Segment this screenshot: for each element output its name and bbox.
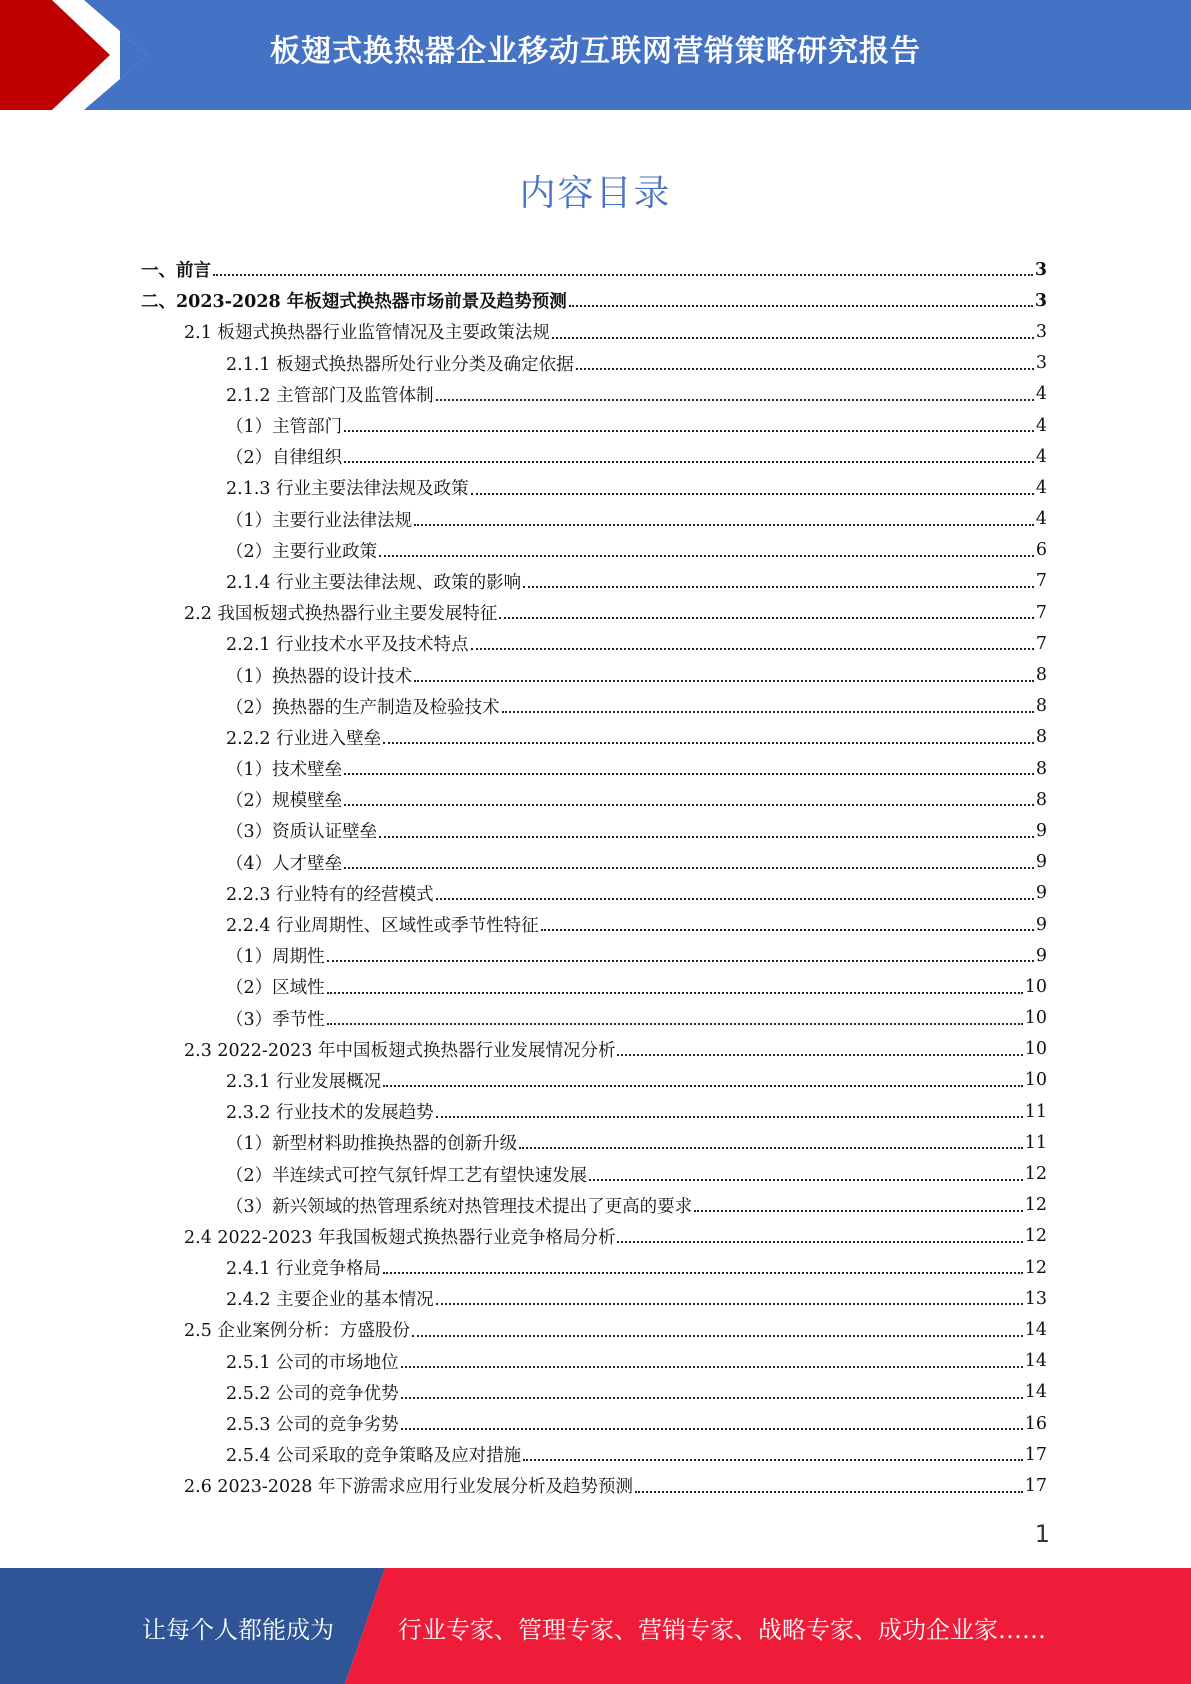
toc-entry-title: （2）区域性 xyxy=(226,978,325,999)
toc-entry-page: 12 xyxy=(1024,1226,1047,1247)
toc-entry-page: 10 xyxy=(1024,1039,1047,1060)
toc-entry-page: 8 xyxy=(1035,758,1047,779)
toc-entry[interactable] xyxy=(0,1346,1191,1377)
toc-entry-title: 2.3 2022-2023 年中国板翅式换热器行业发展情况分析 xyxy=(184,1040,616,1061)
toc-dot-leader xyxy=(412,1334,1023,1337)
toc-dot-leader xyxy=(436,897,1034,900)
toc-entry[interactable] xyxy=(0,1314,1191,1345)
toc-entry-page: 3 xyxy=(1034,290,1047,311)
toc-dot-leader xyxy=(502,710,1034,713)
toc-entry[interactable] xyxy=(0,254,1191,285)
report-footer xyxy=(0,1568,1191,1684)
toc-dot-leader xyxy=(499,616,1033,619)
toc-entry[interactable] xyxy=(0,1096,1191,1127)
toc-entry-title: （3）季节性 xyxy=(226,1009,325,1030)
toc-entry-page: 12 xyxy=(1024,1257,1047,1278)
toc-entry-title: 2.6 2023-2028 年下游需求应用行业发展分析及趋势预测 xyxy=(184,1477,633,1498)
toc-entry-title: （2）规模壁垒 xyxy=(226,791,343,812)
toc-dot-leader xyxy=(344,803,1034,806)
toc-entry[interactable] xyxy=(0,940,1191,971)
toc-entry[interactable] xyxy=(0,1190,1191,1221)
report-header xyxy=(0,0,1191,110)
toc-entry[interactable] xyxy=(0,285,1191,316)
toc-entry-title: 2.3.2 行业技术的发展趋势 xyxy=(226,1103,434,1124)
toc-entry-title: （2）换热器的生产制造及检验技术 xyxy=(226,697,500,718)
toc-entry[interactable] xyxy=(0,441,1191,472)
toc-entry[interactable] xyxy=(0,1034,1191,1065)
toc-dot-leader xyxy=(344,866,1034,869)
toc-entry-title: （3）新兴领域的热管理系统对热管理技术提出了更高的要求 xyxy=(226,1196,693,1217)
toc-entry-title: 2.1.1 板翅式换热器所处行业分类及确定依据 xyxy=(226,354,574,375)
toc-entry-page: 12 xyxy=(1024,1195,1047,1216)
toc-entry-page: 8 xyxy=(1035,727,1047,748)
toc-dot-leader xyxy=(471,492,1034,495)
toc-entry-title: 2.4 2022-2023 年我国板翅式换热器行业竞争格局分析 xyxy=(184,1227,616,1248)
toc-dot-leader xyxy=(635,1490,1023,1493)
toc-entry-title: （3）资质认证壁垒 xyxy=(226,822,378,843)
toc-dot-leader xyxy=(379,554,1034,557)
toc-entry-title: 二、2023-2028 年板翅式换热器市场前景及趋势预测 xyxy=(141,292,567,313)
page-number: 1 xyxy=(1034,1520,1050,1548)
toc-entry-title: 2.4.1 行业竞争格局 xyxy=(226,1259,382,1280)
toc-entry[interactable] xyxy=(0,878,1191,909)
toc-entry[interactable] xyxy=(0,1470,1191,1501)
toc-entry-page: 8 xyxy=(1035,665,1047,686)
toc-entry-title: 2.2.2 行业进入壁垒 xyxy=(226,728,382,749)
toc-entry-page: 17 xyxy=(1024,1444,1047,1465)
toc-entry-title: 2.5.4 公司采取的竞争策略及应对措施 xyxy=(226,1446,522,1467)
toc-entry-title: 2.2.1 行业技术水平及技术特点 xyxy=(226,635,469,656)
toc-entry[interactable] xyxy=(0,566,1191,597)
toc-entry-page: 13 xyxy=(1024,1288,1047,1309)
toc-entry-title: （1）主管部门 xyxy=(226,417,343,438)
toc-entry-page: 9 xyxy=(1035,945,1047,966)
toc-entry[interactable] xyxy=(0,815,1191,846)
toc-entry-page: 16 xyxy=(1024,1413,1047,1434)
toc-dot-leader xyxy=(541,928,1034,931)
toc-entry[interactable] xyxy=(0,971,1191,1002)
toc-entry[interactable] xyxy=(0,909,1191,940)
toc-entry-title: 2.5 企业案例分析：方盛股份 xyxy=(184,1321,410,1342)
toc-entry-page: 3 xyxy=(1035,353,1047,374)
toc-entry[interactable] xyxy=(0,691,1191,722)
toc-entry-page: 14 xyxy=(1024,1382,1047,1403)
toc-dot-leader xyxy=(327,959,1034,962)
toc-entry[interactable] xyxy=(0,1408,1191,1439)
toc-entry-title: （2）半连续式可控气氛钎焊工艺有望快速发展 xyxy=(226,1165,588,1186)
toc-dot-leader xyxy=(569,304,1033,307)
toc-entry-page: 6 xyxy=(1035,540,1047,561)
toc-entry-page: 11 xyxy=(1024,1101,1047,1122)
toc-dot-leader xyxy=(383,1084,1023,1087)
toc-dot-leader xyxy=(694,1209,1023,1212)
toc-entry-title: 2.5.2 公司的竞争优势 xyxy=(226,1383,399,1404)
toc-entry-title: 2.1.2 主管部门及监管体制 xyxy=(226,385,434,406)
toc-dot-leader xyxy=(327,991,1023,994)
toc-entry[interactable] xyxy=(0,316,1191,347)
toc-dot-leader xyxy=(327,1022,1023,1025)
report-title: 板翅式换热器企业移动互联网营销策略研究报告 xyxy=(270,34,921,69)
toc-entry-page: 12 xyxy=(1024,1164,1047,1185)
toc-entry[interactable] xyxy=(0,597,1191,628)
toc-entry-page: 3 xyxy=(1034,259,1047,280)
toc-dot-leader xyxy=(383,1271,1023,1274)
toc-entry[interactable] xyxy=(0,722,1191,753)
toc-entry-page: 4 xyxy=(1035,446,1047,467)
toc-entry-title: （2）主要行业政策 xyxy=(226,541,378,562)
toc-dot-leader xyxy=(617,1240,1022,1243)
toc-dot-leader xyxy=(523,585,1034,588)
toc-entry-title: 2.3.1 行业发展概况 xyxy=(226,1071,382,1092)
toc-entry[interactable] xyxy=(0,504,1191,535)
toc-entry-page: 7 xyxy=(1035,633,1047,654)
toc-entry-page: 7 xyxy=(1035,602,1047,623)
toc-dot-leader xyxy=(383,741,1034,744)
toc-dot-leader xyxy=(379,835,1034,838)
toc-entry[interactable] xyxy=(0,348,1191,379)
toc-dot-leader xyxy=(401,1427,1023,1430)
toc-entry-title: 2.1.3 行业主要法律法规及政策 xyxy=(226,479,469,500)
toc-entry-page: 8 xyxy=(1035,789,1047,810)
toc-entry-page: 9 xyxy=(1035,820,1047,841)
toc-entry-title: 2.1.4 行业主要法律法规、政策的影响 xyxy=(226,572,522,593)
toc-dot-leader xyxy=(436,1302,1023,1305)
toc-entry[interactable] xyxy=(0,1003,1191,1034)
toc-entry[interactable] xyxy=(0,1127,1191,1158)
toc-dot-leader xyxy=(436,1115,1023,1118)
toc-entry[interactable] xyxy=(0,379,1191,410)
toc-dot-leader xyxy=(344,772,1034,775)
toc-entry-title: （2）自律组织 xyxy=(226,448,343,469)
toc-entry-title: 2.1 板翅式换热器行业监管情况及主要政策法规 xyxy=(184,323,550,344)
toc-entry-page: 10 xyxy=(1024,1008,1047,1029)
toc-entry[interactable] xyxy=(0,1283,1191,1314)
toc-entry-page: 8 xyxy=(1035,696,1047,717)
toc-entry[interactable] xyxy=(0,1439,1191,1470)
toc-entry-title: 2.5.1 公司的市场地位 xyxy=(226,1352,399,1373)
toc-entry-page: 14 xyxy=(1024,1351,1047,1372)
toc-dot-leader xyxy=(589,1178,1023,1181)
toc-dot-leader xyxy=(471,647,1034,650)
toc-entry-title: 2.2 我国板翅式换热器行业主要发展特征 xyxy=(184,604,498,625)
toc-entry-page: 9 xyxy=(1035,852,1047,873)
toc-entry[interactable] xyxy=(0,628,1191,659)
table-of-contents xyxy=(0,254,1191,1502)
toc-heading: 内容目录 xyxy=(519,173,672,214)
toc-entry[interactable] xyxy=(0,1158,1191,1189)
toc-entry[interactable] xyxy=(0,753,1191,784)
toc-entry[interactable] xyxy=(0,535,1191,566)
toc-entry-title: 2.2.4 行业周期性、区域性或季节性特征 xyxy=(226,916,539,937)
toc-entry-page: 4 xyxy=(1035,509,1047,530)
toc-dot-leader xyxy=(576,367,1034,370)
toc-entry-title: （1）新型材料助推换热器的创新升级 xyxy=(226,1134,518,1155)
toc-dot-leader xyxy=(213,273,1033,276)
toc-entry[interactable] xyxy=(0,1252,1191,1283)
toc-entry-page: 10 xyxy=(1024,976,1047,997)
toc-dot-leader xyxy=(414,523,1034,526)
toc-dot-leader xyxy=(401,1365,1023,1368)
toc-entry-title: 2.5.3 公司的竞争劣势 xyxy=(226,1415,399,1436)
toc-entry-page: 17 xyxy=(1024,1475,1047,1496)
toc-entry[interactable] xyxy=(0,784,1191,815)
toc-dot-leader xyxy=(344,460,1034,463)
toc-entry-title: （1）换热器的设计技术 xyxy=(226,666,413,687)
toc-entry-page: 9 xyxy=(1035,914,1047,935)
toc-entry[interactable] xyxy=(0,1065,1191,1096)
toc-entry-title: 2.4.2 主要企业的基本情况 xyxy=(226,1290,434,1311)
toc-entry-page: 4 xyxy=(1035,384,1047,405)
toc-entry-page: 7 xyxy=(1035,571,1047,592)
toc-dot-leader xyxy=(617,1053,1022,1056)
toc-dot-leader xyxy=(552,336,1034,339)
toc-entry-title: （1）主要行业法律法规 xyxy=(226,510,413,531)
toc-entry[interactable] xyxy=(0,1221,1191,1252)
toc-entry-page: 10 xyxy=(1024,1070,1047,1091)
toc-entry-page: 14 xyxy=(1024,1319,1047,1340)
footer-slogan-right: 行业专家、管理专家、营销专家、战略专家、成功企业家…… xyxy=(398,1616,1046,1644)
toc-entry[interactable] xyxy=(0,410,1191,441)
toc-dot-leader xyxy=(519,1146,1023,1149)
toc-entry-title: （1）技术壁垒 xyxy=(226,760,343,781)
toc-entry-title: 2.2.3 行业特有的经营模式 xyxy=(226,884,434,905)
toc-entry[interactable] xyxy=(0,1377,1191,1408)
toc-entry-page: 4 xyxy=(1035,477,1047,498)
toc-entry-page: 11 xyxy=(1024,1132,1047,1153)
toc-dot-leader xyxy=(414,679,1034,682)
toc-entry-page: 9 xyxy=(1035,883,1047,904)
toc-entry[interactable] xyxy=(0,847,1191,878)
toc-entry-title: （4）人才壁垒 xyxy=(226,853,343,874)
toc-entry[interactable] xyxy=(0,659,1191,690)
toc-entry-page: 3 xyxy=(1035,321,1047,342)
toc-dot-leader xyxy=(401,1396,1023,1399)
toc-entry-page: 4 xyxy=(1035,415,1047,436)
toc-dot-leader xyxy=(523,1458,1023,1461)
footer-slogan-left: 让每个人都能成为 xyxy=(142,1616,334,1644)
toc-entry-title: （1）周期性 xyxy=(226,947,325,968)
toc-dot-leader xyxy=(344,429,1034,432)
toc-entry[interactable] xyxy=(0,472,1191,503)
toc-dot-leader xyxy=(436,398,1034,401)
toc-entry-title: 一、前言 xyxy=(141,261,211,282)
